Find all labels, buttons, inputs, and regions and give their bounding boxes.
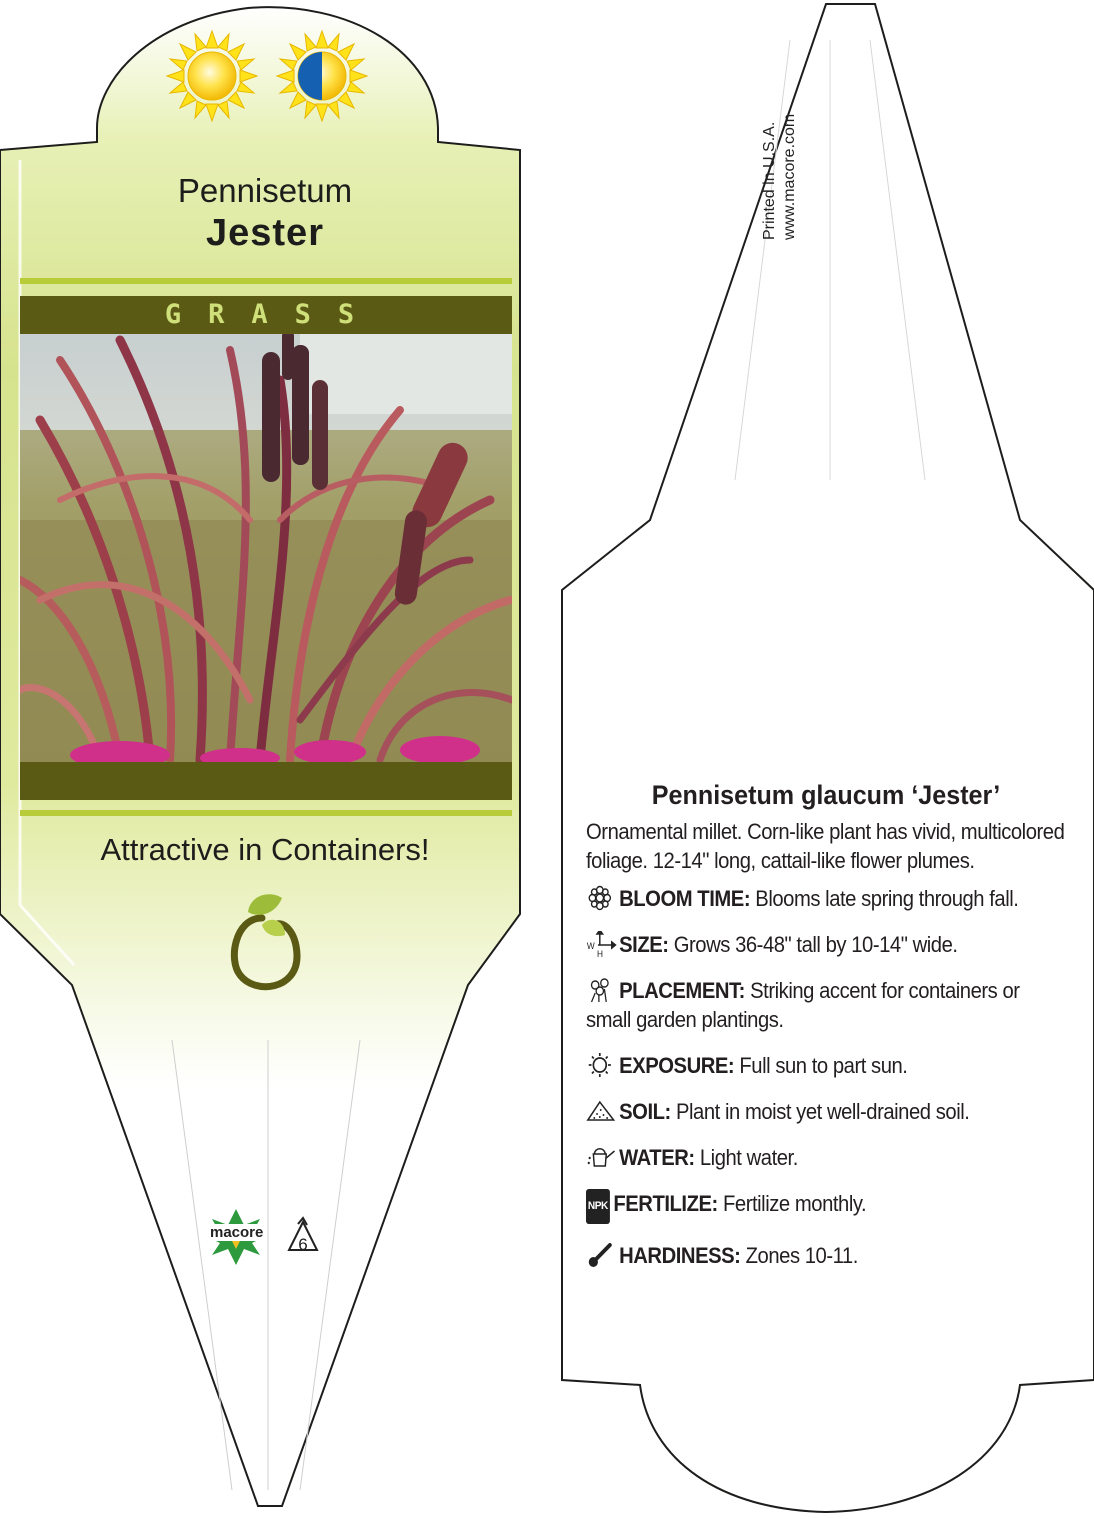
hardiness-value: Zones 10-11.	[745, 1243, 858, 1268]
front-title-cultivar: Jester	[206, 212, 324, 254]
placement-label: PLACEMENT:	[619, 978, 745, 1003]
full-sun-icon	[167, 31, 257, 121]
recycle-code: 6	[298, 1235, 308, 1254]
fertilize-value: Fertilize monthly.	[722, 1191, 867, 1216]
bloom-time-label: BLOOM TIME:	[619, 886, 751, 911]
info-soil	[586, 1097, 1064, 1126]
size-value: Grows 36-48" tall by 10-14" wide.	[673, 932, 958, 957]
sun-icon	[586, 1052, 617, 1078]
top-accent-band	[20, 278, 512, 284]
plant-description: Ornamental millet. Corn-like plant has vivid, multicolored foliage. 12-14" long, cattail-like flower plumes.	[586, 819, 1065, 873]
fertilize-label: FERTILIZE:	[613, 1191, 718, 1216]
bottom-accent-band	[20, 810, 512, 816]
care-info	[586, 780, 1066, 1287]
front-tagline: Attractive in Containers!	[100, 832, 430, 867]
front-title-genus: Pennisetum	[177, 172, 353, 209]
soil-value: Plant in moist yet well-drained soil.	[675, 1099, 970, 1124]
hardiness-label: HARDINESS:	[619, 1243, 741, 1268]
printed-credit	[760, 40, 800, 240]
npk-icon: NPK	[586, 1189, 610, 1224]
info-bloom-time	[586, 884, 1064, 913]
placement-value: Striking accent for containers or small garden plantings.	[586, 978, 1020, 1032]
info-water	[586, 1143, 1064, 1172]
printed-origin: Printed in U.S.A.	[761, 121, 778, 240]
exposure-label: EXPOSURE:	[619, 1053, 735, 1078]
flower-icon	[586, 885, 617, 911]
size-label: SIZE:	[619, 932, 669, 957]
plants-icon	[586, 977, 617, 1003]
size-icon-w: W	[586, 940, 595, 952]
info-exposure	[586, 1051, 1064, 1080]
soil-icon	[586, 1098, 617, 1124]
brand-logo	[207, 1210, 266, 1242]
bloom-time-value: Blooms late spring through fall.	[755, 886, 1019, 911]
size-icon-h: H	[597, 948, 603, 957]
info-size	[586, 930, 1064, 959]
info-placement	[586, 976, 1064, 1034]
size-arrows-icon	[586, 931, 617, 957]
water-label: WATER:	[619, 1145, 695, 1170]
info-fertilize	[586, 1189, 1064, 1224]
category-label: GRASS	[164, 299, 382, 330]
thermometer-icon	[586, 1242, 617, 1268]
botanical-name: Pennisetum glaucum ‘Jester’	[651, 780, 1001, 810]
brand-name: macore	[207, 1224, 266, 1241]
exposure-value: Full sun to part sun.	[739, 1053, 908, 1078]
info-hardiness	[586, 1241, 1064, 1270]
plant-photo	[20, 330, 512, 769]
printed-website: www.macore.com	[781, 113, 798, 240]
part-sun-icon	[277, 31, 367, 121]
water-value: Light water.	[699, 1145, 798, 1170]
soil-label: SOIL:	[619, 1099, 671, 1124]
watering-can-icon	[586, 1144, 617, 1170]
photo-bottom-band	[20, 762, 512, 800]
